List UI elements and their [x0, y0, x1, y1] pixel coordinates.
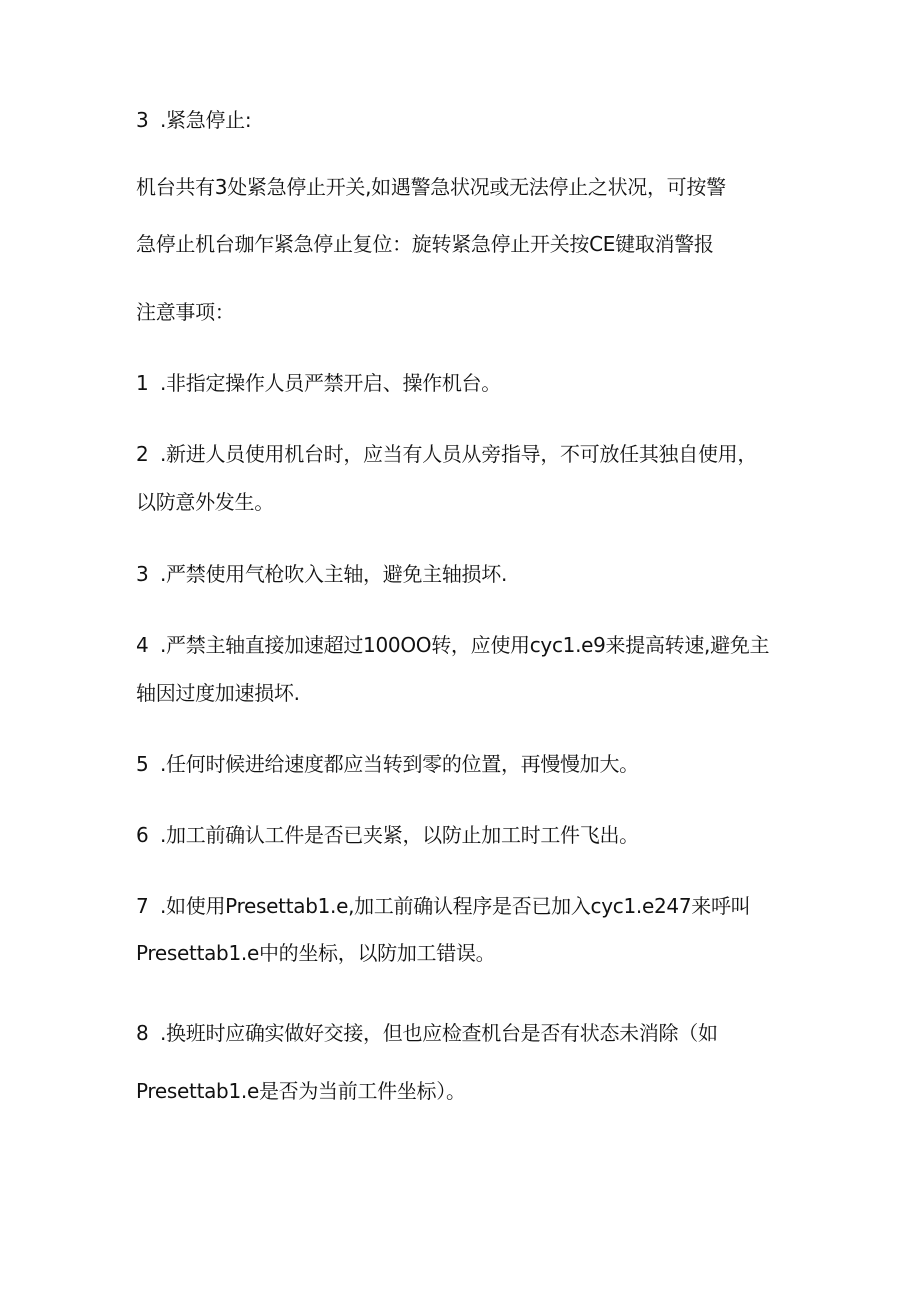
item-text: .换班时应确实做好交接，但也应检查机台是否有状态未消除（如: [160, 1021, 718, 1045]
heading-text: .紧急停止:: [160, 108, 252, 132]
list-item: [136, 440, 757, 468]
item-number: 3: [136, 562, 149, 586]
item-number: 8: [136, 1021, 149, 1045]
section-heading-emergency-stop: [136, 106, 251, 134]
item-text: .非指定操作人员严禁开启、操作机台。: [160, 371, 501, 395]
item-number: 7: [136, 894, 149, 918]
list-item-continuation: 轴因过度加速损坏.: [136, 681, 300, 705]
item-text: .任何时候进给速度都应当转到零的位置，再慢慢加大。: [160, 752, 639, 776]
heading-number: 3: [136, 108, 149, 132]
item-text: .严禁使用气枪吹入主轴，避免主轴损坏.: [160, 562, 508, 586]
item-number: 1: [136, 371, 149, 395]
list-item: [136, 631, 769, 659]
item-number: 2: [136, 442, 149, 466]
list-item: [136, 560, 507, 588]
list-item-continuation: Presettab1.e中的坐标，以防加工错误。: [136, 941, 496, 965]
item-text: .加工前确认工件是否已夹紧，以防止加工时工件飞出。: [160, 823, 639, 847]
list-item-continuation: 以防意外发生。: [136, 490, 274, 514]
list-item: [136, 1019, 718, 1047]
item-number: 5: [136, 752, 149, 776]
item-text: .严禁主轴直接加速超过100OO转，应使用cyc1.e9来提高转速,避免主: [160, 633, 770, 657]
paragraph-line: 机台共有3处紧急停止开关,如遇警急状况或无法停止之状况，可按警: [136, 175, 726, 199]
item-text: .新进人员使用机台时，应当有人员从旁指导，不可放任其独自使用，: [160, 442, 758, 466]
paragraph-line: 急停止机台珈乍紧急停止复位：旋转紧急停止开关按CE键取消警报: [136, 232, 714, 256]
list-item: [136, 821, 639, 849]
item-number: 6: [136, 823, 149, 847]
list-item: [136, 892, 750, 920]
notes-heading: 注意事项：: [136, 300, 235, 324]
list-item: [136, 750, 639, 778]
item-number: 4: [136, 633, 149, 657]
list-item: [136, 369, 501, 397]
item-text: .如使用Presettab1.e,加工前确认程序是否已加入cyc1.e247来呼叫: [160, 894, 751, 918]
list-item-continuation: Presettab1.e是否为当前工件坐标）。: [136, 1079, 466, 1103]
